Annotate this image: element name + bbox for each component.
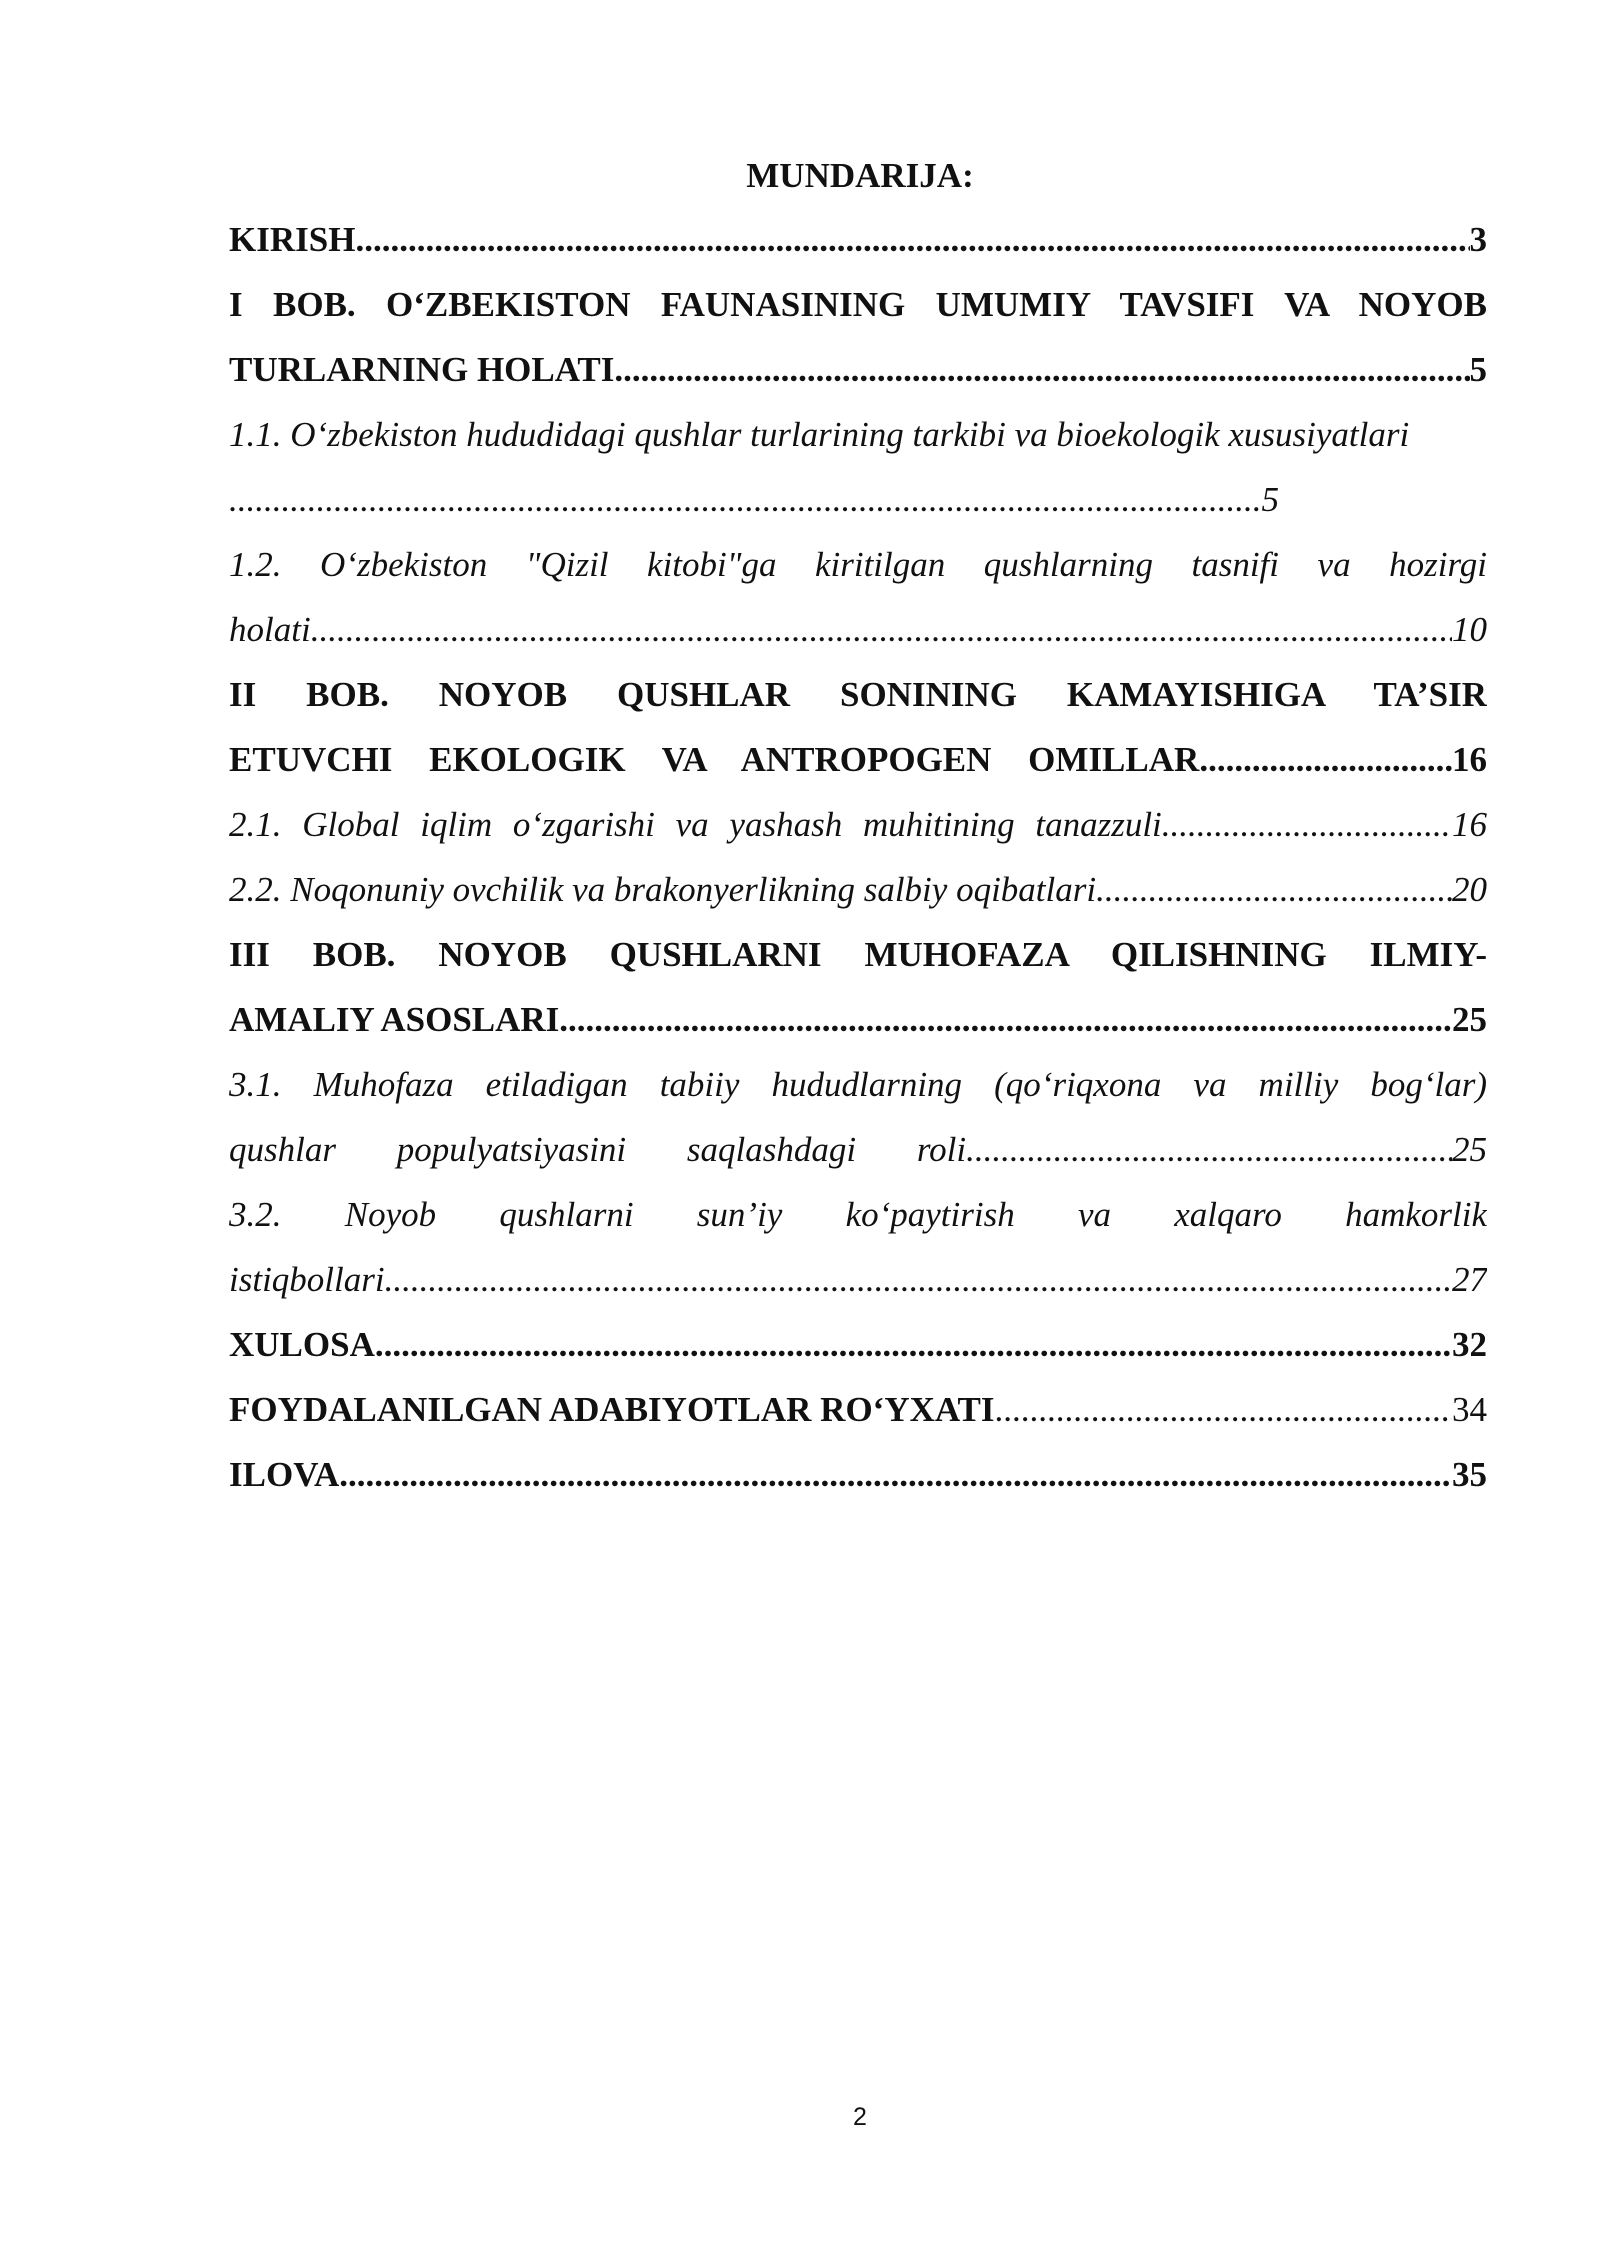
- toc-section-1-1-line-2: [229, 476, 1279, 524]
- toc-leader-dots: [559, 996, 1452, 1044]
- toc-leader-dots: [385, 1256, 1452, 1304]
- toc-chapter-3-line-2: [229, 996, 1487, 1044]
- toc-leader-dots: [311, 606, 1452, 654]
- toc-chapter-3-line-1: III BOB. NOYOB QUSHLARNI MUHOFAZA QILISHNING ILMIY-: [229, 935, 1487, 974]
- toc-page-number: 16: [1452, 805, 1487, 844]
- toc-entry-text: ETUVCHI EKOLOGIK VA ANTROPOGEN OMILLAR: [229, 740, 1200, 779]
- toc-title: MUNDARIJA:: [746, 156, 974, 195]
- toc-page-number: 3: [1469, 220, 1487, 259]
- toc-section-2-1: [229, 801, 1487, 849]
- toc-page-number: 5: [1261, 480, 1279, 519]
- toc-section-1-2-line-1: 1.2. O‘zbekiston "Qizil kitobi"ga kiritilgan qushlarning tasnifi va hozirgi: [229, 545, 1487, 584]
- toc-entry-xulosa: [229, 1321, 1487, 1369]
- toc-page-number: 35: [1452, 1455, 1487, 1494]
- toc-entry-text: 2.1. Global iqlim o‘zgarishi va yashash muhitining tanazzuli: [229, 805, 1162, 844]
- toc-page-number: 34: [1452, 1390, 1487, 1429]
- toc-page-number: 32: [1452, 1325, 1487, 1364]
- toc-entry-text: istiqbollari: [229, 1260, 385, 1299]
- toc-entry-text: TURLARNING HOLATI: [229, 350, 615, 389]
- toc-entry-ilova: [229, 1451, 1487, 1499]
- toc-leader-dots: [375, 1321, 1452, 1369]
- page-number: 2: [853, 2103, 867, 2131]
- toc-section-1-1-line-1: 1.1. O‘zbekiston hududidagi qushlar turlarining tarkibi va bioekologik xususiyatlari: [229, 415, 1410, 454]
- toc-page-number: 25: [1452, 1000, 1487, 1039]
- toc-leader-dots: [229, 476, 1262, 524]
- toc-section-3-2-line-2: [229, 1256, 1487, 1304]
- toc-section-3-1-line-1: 3.1. Muhofaza etiladigan tabiiy hududlarning (qo‘riqxona va milliy bog‘lar): [229, 1065, 1487, 1104]
- toc-page-number: 16: [1452, 740, 1487, 779]
- toc-entry-text: AMALIY ASOSLARI: [229, 1000, 560, 1039]
- toc-entry-text: 2.2. Noqonuniy ovchilik va brakonyerlikning salbiy oqibatlari: [229, 870, 1097, 909]
- toc-page-number: 27: [1452, 1260, 1487, 1299]
- toc-leader-dots: [1162, 801, 1452, 849]
- toc-leader-dots: [339, 1451, 1452, 1499]
- toc-page-number: 20: [1452, 870, 1487, 909]
- toc-entry-text: KIRISH: [229, 220, 356, 259]
- toc-entry-text: FOYDALANILGAN ADABIYOTLAR RO‘YXATI: [229, 1390, 995, 1429]
- toc-leader-dots: [1096, 866, 1452, 914]
- toc-entry-text: holati: [229, 610, 311, 649]
- toc-section-3-1-line-2: [229, 1126, 1487, 1174]
- toc-chapter-1-line-2: [229, 346, 1487, 394]
- toc-leader-dots: [355, 216, 1469, 264]
- toc-section-3-2-line-1: 3.2. Noyob qushlarni sun’iy ko‘paytirish va xalqaro hamkorlik: [229, 1195, 1487, 1234]
- toc-entry-text: ILOVA: [229, 1455, 340, 1494]
- toc-chapter-2-line-2: [229, 736, 1487, 784]
- toc-entry-kirish: [229, 216, 1487, 264]
- toc-page-number: 10: [1452, 610, 1487, 649]
- toc-leader-dots: [995, 1386, 1452, 1434]
- toc-page-number: 25: [1452, 1130, 1487, 1169]
- toc-entry-text: qushlar populyatsiyasini saqlashdagi roli: [229, 1130, 967, 1169]
- toc-chapter-2-line-1: II BOB. NOYOB QUSHLAR SONINING KAMAYISHIGA TA’SIR: [229, 675, 1487, 714]
- toc-chapter-1-line-1: I BOB. O‘ZBEKISTON FAUNASINING UMUMIY TAVSIFI VA NOYOB: [229, 285, 1487, 324]
- toc-leader-dots: [1199, 736, 1452, 784]
- toc-entry-text: XULOSA: [229, 1325, 375, 1364]
- toc-entry-references: [229, 1386, 1487, 1434]
- toc-section-2-2: [229, 866, 1487, 914]
- toc-section-1-2-line-2: [229, 606, 1487, 654]
- toc-leader-dots: [966, 1126, 1452, 1174]
- toc-leader-dots: [614, 346, 1469, 394]
- toc-page-number: 5: [1469, 350, 1487, 389]
